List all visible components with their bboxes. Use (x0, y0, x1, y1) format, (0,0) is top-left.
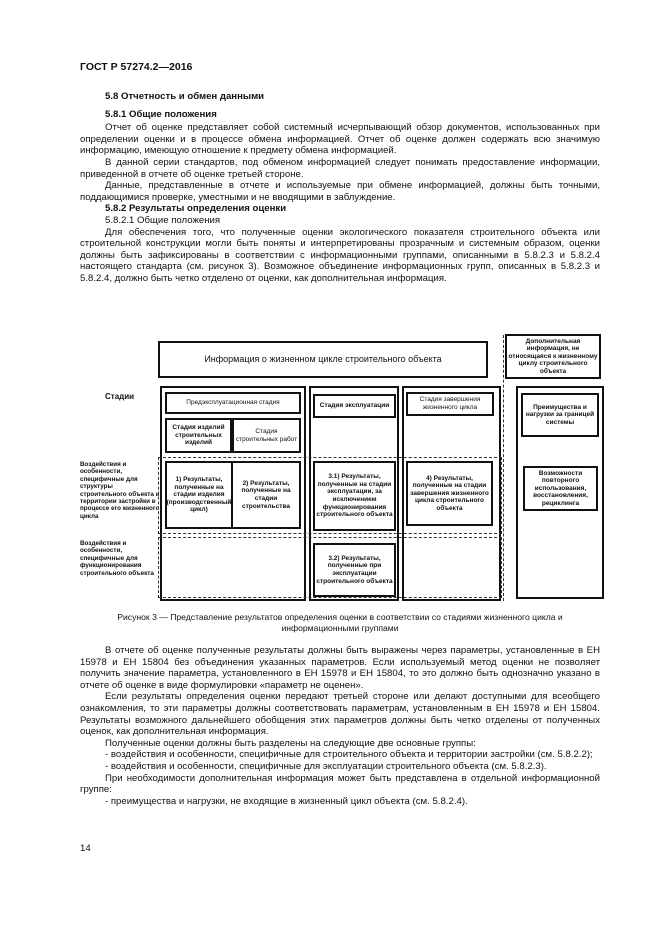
subsection-heading: 5.8.1 Общие положения (105, 108, 217, 120)
paragraph: Отчет об оценке представляет собой системный исчерпывающий обзор документов, использованных при определении оценки и в процессе обмена информацией. Отчет об оценке должен содержать всю значимую информацию, имеющую отношение к предмету обмена информацией. (80, 122, 600, 157)
extra-info-box: Дополнительная информация, не относящаяся к жизненному циклу строительного объекта (505, 334, 601, 379)
separator-line (503, 335, 504, 601)
list-item: - воздействия и особенности, специфичные для эксплуатации строительного объекта (см. 5.8.2.3). (105, 760, 547, 772)
paragraph: Полученные оценки должны быть разделены на следующие две основные группы: (105, 737, 476, 749)
subsection-heading: 5.8.2 Результаты определения оценки (105, 203, 287, 215)
paragraph: В отчете об оценке полученные результаты должны быть выражены через параметры, установленные в ЕН 15978 и ЕН 15804 без объединения указанных параметров. Если используемый метод оценки не позволяет получить значение параметра, установленного в ЕН 15978 и ЕН 15804, то это должно быть однозначно указано в отчете об оценке в виде формулировки «параметр не оценен». (80, 645, 600, 691)
top-text (80, 91, 600, 285)
paragraph: Если результаты определения оценки передают третьей стороне или делают доступными для всеобщего ознакомления, то эти параметры должны соответствовать параметрам, установленным в ЕН 15978 и ЕН 15804. Результаты возможного дальнейшего обобщения этих параметров должны быть четко отделены от полученных оценок, как дополнительная информация. (80, 691, 600, 738)
end-of-life-stage-box: Стадия завершения жизненного цикла (406, 392, 494, 416)
lifecycle-info-box: Информация о жизненном цикле строительного объекта (158, 341, 488, 378)
page-number: 14 (80, 843, 91, 854)
row1-label: Воздействия и особенности, специфичные для структуры строительного объекта и территории застройки в процессе его жизненного цикла (80, 461, 160, 520)
reuse-box: Возможности повторного использования, восстановления, рециклинга (523, 466, 598, 511)
operation-stage-box: Стадия эксплуатации (313, 394, 396, 418)
benefits-box: Преимущества и нагрузки за границей системы (521, 393, 599, 437)
section-heading: 5.8 Отчетность и обмен данными (105, 91, 265, 102)
bottom-text (80, 645, 600, 807)
result-4-box: 4) Результаты, полученные на стадии завершения жизненного цикла строительного объекта (406, 461, 493, 526)
result-2-box: 2) Результаты, полученные на стадии строительства (231, 461, 301, 529)
result-1-box: 1) Результаты, полученные на стадии изделия (производственный цикл) (165, 461, 233, 529)
result-3-2-box: 3.2) Результаты, полученные при эксплуатации строительного объекта (313, 543, 396, 597)
list-item: - воздействия и особенности, специфичные для строительного объекта и территории застройки (см. 5.8.2.2); (105, 749, 593, 761)
result-3-1-box: 3.1) Результаты, полученные на стадии эксплуатации, за исключением функционирования строительного объекта (313, 461, 396, 531)
paragraph: Для обеспечения того, что полученные оценки экологического показателя строительного объекта или строительной конструкции могли быть поняты и интерпретированы прозрачным и системным образом, оценки должны быть зафиксированы в соответствии с информационными группами, описанными в 5.8.2.3 и 5.8.2.4 настоящего стандарта (см. рисунок 3). Возможное объединение информационных групп, описанных в 5.8.2.3 и 5.8.2.4, должно быть четко отделено от оценки, как дополнительная информация. (80, 226, 600, 284)
document-header: ГОСТ Р 57274.2—2016 (80, 61, 193, 73)
paragraph: При необходимости дополнительная информация может быть представлена в отдельной информационной группе: (80, 772, 600, 796)
row2-label: Воздействия и особенности, специфичные для функционирования строительного объекта (80, 540, 154, 577)
construction-stage-box: Стадия строительных работ (232, 418, 301, 453)
list-item: - преимущества и нагрузки, не входящие в жизненный цикл объекта (см. 5.8.2.4). (105, 795, 468, 807)
paragraph: В данной серии стандартов, под обменом информацией следует понимать предоставление информации, приведенной в отчете об оценке третьей стороне. (80, 156, 600, 180)
paragraph: 5.8.2.1 Общие положения (105, 214, 221, 226)
pre-operational-stage-box: Предэксплуатационная стадия (165, 392, 301, 414)
product-stage-box: Стадия изделий строительных изделий (165, 418, 232, 453)
figure-caption: Рисунок 3 — Представление результатов определения оценки в соответствии со стадиями жизненного цикла и информационными группами (117, 612, 563, 633)
stages-label: Стадии (105, 392, 135, 401)
paragraph: Данные, представленные в отчете и используемые при обмене информацией, должны быть точными, поддающимися проверке, уместными и не вводящими в заблуждение. (80, 180, 600, 203)
